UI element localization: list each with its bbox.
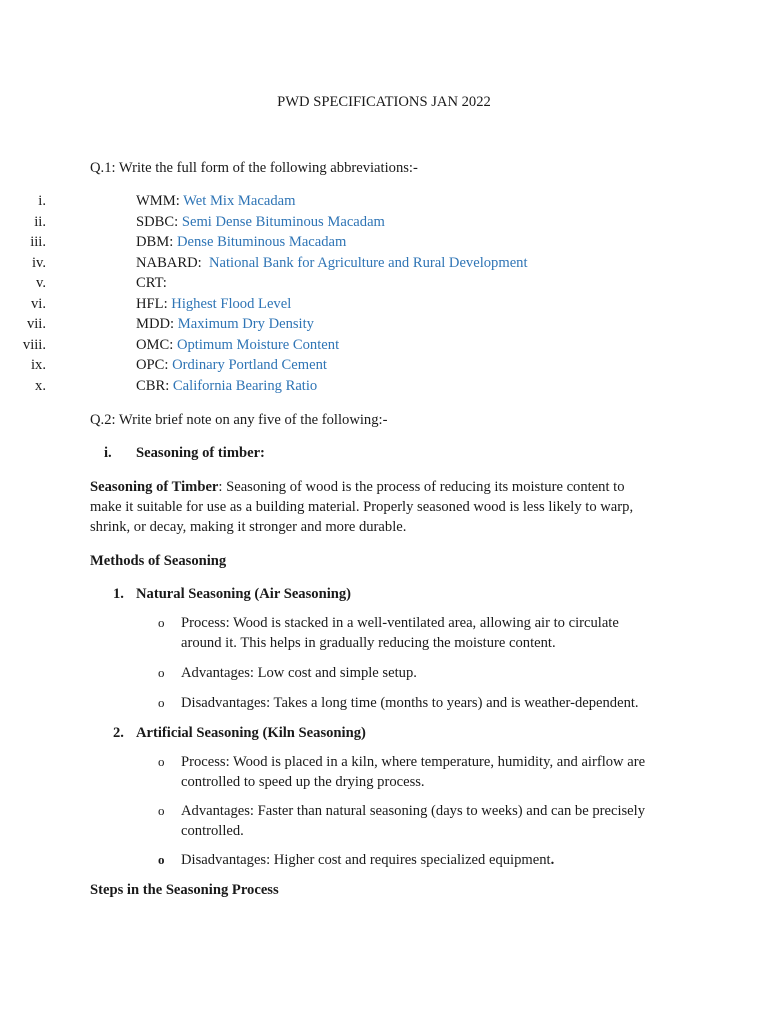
list-number: vii. [26,316,46,332]
method-number: 1. [113,586,124,602]
list-number: v. [36,275,46,291]
list-number: iv. [31,254,46,271]
intro-line: make it suitable for use as a building material. Properly seasoned wood is less likely to warp, [90,499,634,515]
list-item [0,335,700,356]
list-item [0,376,700,397]
bullet-marker: o [158,695,165,710]
abbreviation: MDD: [136,316,175,332]
full-form: Optimum Moisture Content [176,336,340,353]
trailing-period: . [550,852,555,868]
full-form: Dense Bituminous Macadam [176,234,347,250]
list-item [0,314,700,335]
abbreviation: SDBC: [136,213,179,230]
methods-heading: Methods of Seasoning [90,553,227,569]
document-title: PWD SPECIFICATIONS JAN 2022 [277,94,491,110]
bullet-line: Process: Wood is placed in a kiln, where temperature, humidity, and airflow are [181,754,646,770]
bullet-line: controlled. [181,823,244,839]
list-item [0,273,700,294]
full-form: Semi Dense Bituminous Macadam [181,213,385,230]
intro-term: Seasoning of Timber [90,479,219,495]
abbreviation: OPC: [136,357,169,373]
bullet-line: Process: Wood is stacked in a well-ventilated area, allowing air to circulate [181,615,619,631]
q1-heading: Q.1: Write the full form of the following abbreviations:- [90,160,418,176]
abbreviation: OMC: [136,336,174,353]
sub-item-title: Seasoning of timber: [136,445,265,461]
full-form: National Bank for Agriculture and Rural Development [208,254,528,271]
method-title: Artificial Seasoning (Kiln Seasoning) [136,725,366,741]
abbreviation: CRT: [136,275,167,291]
q2-heading: Q.2: Write brief note on any five of the following:- [90,412,388,428]
bullet-line: Advantages: Faster than natural seasoning (days to weeks) and can be precisely [181,803,646,819]
list-number: ix. [31,357,46,373]
abbreviation: HFL: [136,295,168,312]
abbreviation: DBM: [136,234,174,250]
bullet-marker: o [158,665,165,680]
method-number: 2. [113,725,124,741]
list-item [0,355,700,376]
list-number: iii. [30,234,46,250]
intro-line: : Seasoning of wood is the process of reducing its moisture content to [218,479,625,495]
abbreviation: CBR: [136,377,170,394]
sub-item-number: i. [104,445,112,461]
full-form: Wet Mix Macadam [183,193,296,209]
list-number: i. [38,193,46,209]
abbreviation-list [0,191,700,396]
intro-paragraph [90,477,670,537]
bullet-marker: o [158,852,165,867]
abbreviation: WMM: [136,193,180,209]
list-item [0,253,700,274]
bullet-marker: o [158,754,165,769]
full-form: Highest Flood Level [171,295,292,312]
list-item [0,232,700,253]
abbreviation: NABARD: [136,254,202,271]
bullet-line: controlled to speed up the drying process. [181,774,425,790]
steps-heading: Steps in the Seasoning Process [90,882,279,898]
list-item [0,212,700,233]
bullet-marker: o [158,615,165,630]
list-number: ii. [34,213,46,230]
method-title: Natural Seasoning (Air Seasoning) [136,586,352,602]
bullet-marker: o [158,803,165,818]
list-number: vi. [31,295,46,312]
bullet-line: Advantages: Low cost and simple setup. [181,665,417,681]
bullet-line: Disadvantages: Takes a long time (months to years) and is weather-dependent. [181,695,639,711]
bullet-line: around it. This helps in gradually reducing the moisture content. [181,635,556,651]
list-number: x. [35,377,46,394]
full-form: Ordinary Portland Cement [172,357,327,373]
list-number: viii. [22,336,46,353]
bullet-line: Disadvantages: Higher cost and requires specialized equipment [181,852,551,868]
list-item [0,294,700,315]
list-item [0,191,700,212]
intro-line: shrink, or decay, making it stronger and more durable. [90,519,407,535]
full-form: Maximum Dry Density [177,316,314,332]
full-form: California Bearing Ratio [172,377,318,394]
